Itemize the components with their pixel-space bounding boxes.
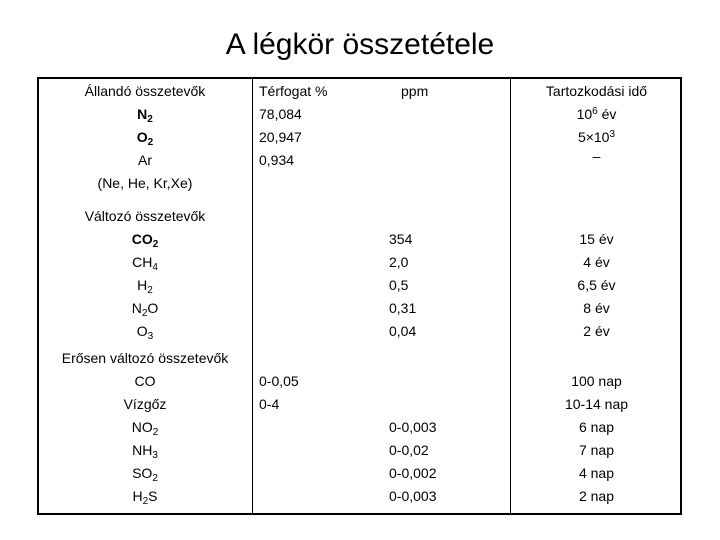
component-no2: $NO_2$ (131, 419, 159, 438)
components-section-permanent (39, 80, 251, 195)
ppm-value: 354 (389, 231, 413, 247)
components-section-highly-variable (39, 347, 251, 508)
component-o3: $O_3$ (136, 323, 154, 342)
volume-value: 78,084 (259, 106, 302, 122)
component-nh3: $NH_3$ (132, 442, 158, 461)
component-water-vapor: Vízgőz (123, 396, 167, 412)
residence-time-value: 6,5 év (577, 277, 616, 293)
component-co: CO (134, 373, 156, 389)
residence-time-value: 2 nap (578, 488, 615, 504)
residence-time-value: 4 év (583, 254, 610, 270)
component-ar: Ar (138, 152, 152, 168)
residence-time-value: 100 nap (571, 373, 622, 389)
residence-time-header: Tartozkodási idő (545, 83, 648, 99)
component-h2: $H_2$ (137, 277, 153, 296)
volume-value: 0-0,05 (259, 373, 299, 389)
residence-time-value: 6 nap (578, 419, 615, 435)
residence-time-section-3 (511, 370, 682, 508)
component-n2o: $N_2O$ (131, 300, 159, 319)
column-divider (252, 79, 253, 513)
residence-time-value: 8 év (583, 300, 610, 316)
volume-percent-section-1 (259, 80, 369, 172)
residence-time-value: – (592, 148, 601, 164)
section-heading: Változó összetevők (84, 208, 206, 224)
volume-value: 20,947 (259, 129, 302, 145)
section-heading: Erősen változó összetevők (61, 350, 229, 366)
ppm-header: ppm (401, 83, 429, 99)
composition-table (37, 77, 682, 515)
component-o2: $O_2$ (136, 129, 154, 148)
residence-time-value: 15 év (579, 231, 614, 247)
ppm-value: 0-0,003 (389, 488, 437, 504)
components-section-variable (39, 205, 251, 343)
residence-time-value: 7 nap (578, 442, 615, 458)
volume-percent-header: Térfogat % (259, 83, 328, 99)
ppm-value: 0-0,003 (389, 419, 437, 435)
residence-time-value: $10^6$ év (576, 106, 617, 122)
residence-time-value: 10-14 nap (564, 396, 629, 412)
section-heading: Állandó összetevők (84, 83, 206, 99)
volume-percent-section-3 (259, 370, 369, 416)
ppm-value: 0-0,02 (389, 442, 429, 458)
volume-value: 0-4 (259, 396, 280, 412)
residence-time-section-2 (511, 228, 682, 343)
residence-time-value: 4 nap (578, 465, 615, 481)
component-n2: $N_2$ (137, 106, 153, 125)
component-co2: $CO_2$ (131, 231, 159, 250)
ppm-value: 2,0 (389, 254, 409, 270)
component-h2s: $H_2S$ (132, 488, 158, 507)
ppm-value: 0,04 (389, 323, 417, 339)
ppm-section-2 (389, 228, 499, 343)
ppm-value: 0-0,002 (389, 465, 437, 481)
ppm-value: 0,31 (389, 300, 417, 316)
residence-time-value: $5\times 10^3$ (577, 129, 616, 145)
component-so2: $SO_2$ (132, 465, 158, 484)
component-ch4: $CH_4$ (132, 254, 158, 273)
volume-value: 0,934 (259, 152, 295, 168)
component-noble-gases: (Ne, He, Kr,Xe) (97, 175, 193, 191)
residence-time-section-1 (511, 80, 682, 163)
ppm-header-cell (401, 80, 501, 103)
ppm-value: 0,5 (389, 277, 409, 293)
residence-time-value: 2 év (583, 323, 610, 339)
page-title: A légkör összetétele (225, 28, 495, 61)
ppm-section-3 (389, 416, 499, 508)
